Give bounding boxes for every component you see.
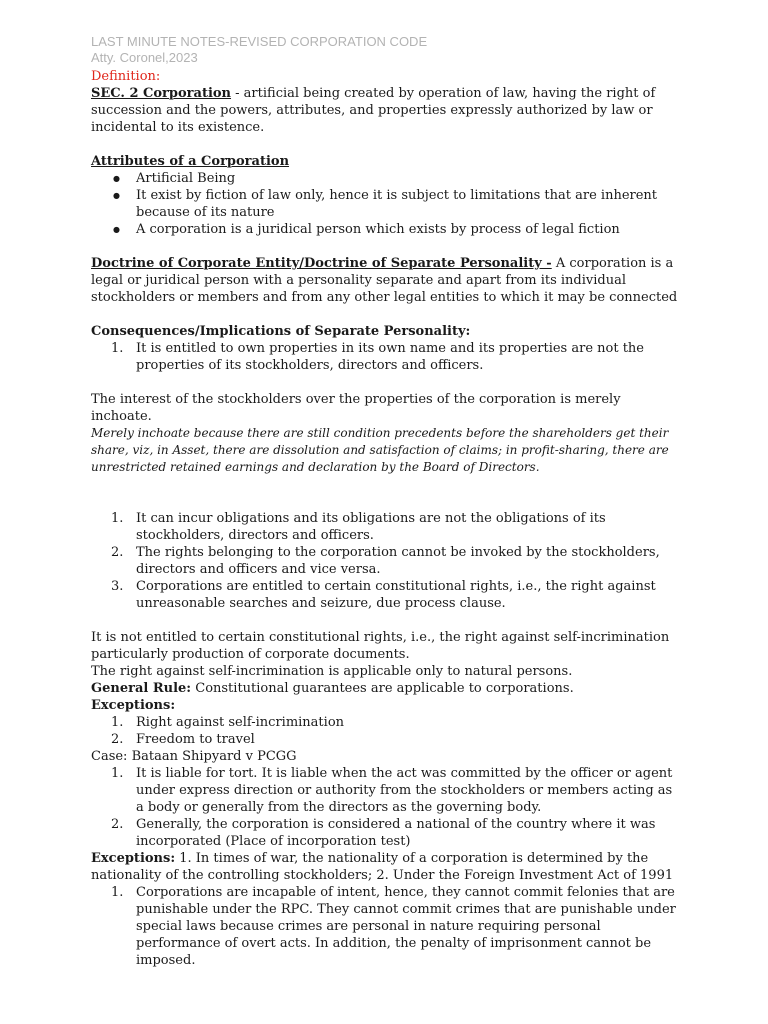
obligations-list bbox=[91, 510, 678, 612]
header-author: Atty. Coronel,2023 bbox=[91, 50, 198, 65]
rights-paragraph-2: The right against self-incrimination is applicable only to natural persons. bbox=[91, 664, 573, 679]
exceptions-heading: Exceptions: bbox=[91, 698, 176, 713]
general-rule: General Rule: Constitutional guarantees are applicable to corporations. bbox=[91, 681, 574, 696]
doctrine-paragraph bbox=[91, 255, 678, 306]
interest-paragraph: The interest of the stockholders over the properties of the corporation is merely inchoate. bbox=[91, 392, 621, 424]
doctrine-text: A corporation is a legal or juridical person with a personality separate and apart from its individual stockholders or members and from any other legal entities to which it may be connected bbox=[91, 256, 678, 305]
rights-paragraph-1: It is not entitled to certain constitutional rights, i.e., the right against self-incrimination particularly production of corporate documents. bbox=[91, 630, 670, 662]
doctrine-heading: Doctrine of Corporate Entity/Doctrine of Separate Personality - bbox=[91, 256, 552, 271]
document-body bbox=[91, 68, 678, 969]
list-item: 1. It is liable for tort. It is liable when the act was committed by the officer or agent under express direction or authority from the stockholders or members acting as a body or generally from the directors as the governing body. bbox=[111, 766, 673, 815]
consequences-heading: Consequences/Implications of Separate Personality: bbox=[91, 324, 471, 339]
definition-label: Definition: bbox=[91, 69, 161, 84]
list-item: 3. Corporations are entitled to certain constitutional rights, i.e., the right against unreasonable searches and seizure, due process clause. bbox=[111, 579, 656, 611]
crimes-list bbox=[91, 884, 678, 969]
exceptions-list bbox=[91, 714, 678, 748]
attributes-heading: Attributes of a Corporation bbox=[91, 154, 290, 169]
header-title: LAST MINUTE NOTES-REVISED CORPORATION CODE bbox=[91, 34, 428, 49]
tort-list bbox=[91, 765, 678, 850]
list-item: ● Artificial Being bbox=[91, 170, 678, 187]
page-header bbox=[91, 34, 678, 66]
list-item: 1. It can incur obligations and its obligations are not the obligations of its stockholders, directors and officers. bbox=[111, 511, 606, 543]
list-item: 1. It is entitled to own properties in its own name and its properties are not the properties of its stockholders, directors and officers. bbox=[111, 341, 644, 373]
list-item: 2. Freedom to travel bbox=[111, 732, 255, 747]
list-item: 1. Corporations are incapable of intent, hence, they cannot commit felonies that are punishable under the RPC. They cannot commit crimes that are punishable under special laws because crimes are personal in nature requiring personal performance of overt acts. In addition, the penalty of imprisonment cannot be imposed. bbox=[111, 885, 676, 968]
list-item: ● It exist by fiction of law only, hence it is subject to limitations that are inherent because of its nature bbox=[91, 187, 678, 221]
list-item: ● A corporation is a juridical person which exists by process of legal fiction bbox=[91, 221, 678, 238]
list-item: 2. Generally, the corporation is considered a national of the country where it was incorporated (Place of incorporation test) bbox=[111, 817, 656, 849]
sec2-text: - artificial being created by operation of law, having the right of succession and the powers, attributes, and properties expressly authorized by law or incidental to its existence. bbox=[91, 86, 656, 135]
attributes-list bbox=[91, 170, 678, 238]
sec2-paragraph bbox=[91, 85, 678, 136]
interest-italic-note: Merely inchoate because there are still condition precedents before the shareholders get their share, viz, in Asset, there are dissolution and satisfaction of claims; in profit-sharing, there are unrestricted retained earnings and declaration by the Board of Directors. bbox=[91, 426, 669, 474]
consequences-list bbox=[91, 340, 678, 374]
case-citation: Case: Bataan Shipyard v PCGG bbox=[91, 749, 297, 764]
list-item: 1. Right against self-incrimination bbox=[111, 715, 345, 730]
list-item: 2. The rights belonging to the corporation cannot be invoked by the stockholders, directors and officers and vice versa. bbox=[111, 545, 660, 577]
nationality-exceptions: Exceptions: 1. In times of war, the nationality of a corporation is determined by the nationality of the controlling stockholders; 2. Under the Foreign Investment Act of 1991 bbox=[91, 851, 674, 883]
sec2-heading: SEC. 2 Corporation bbox=[91, 86, 232, 101]
